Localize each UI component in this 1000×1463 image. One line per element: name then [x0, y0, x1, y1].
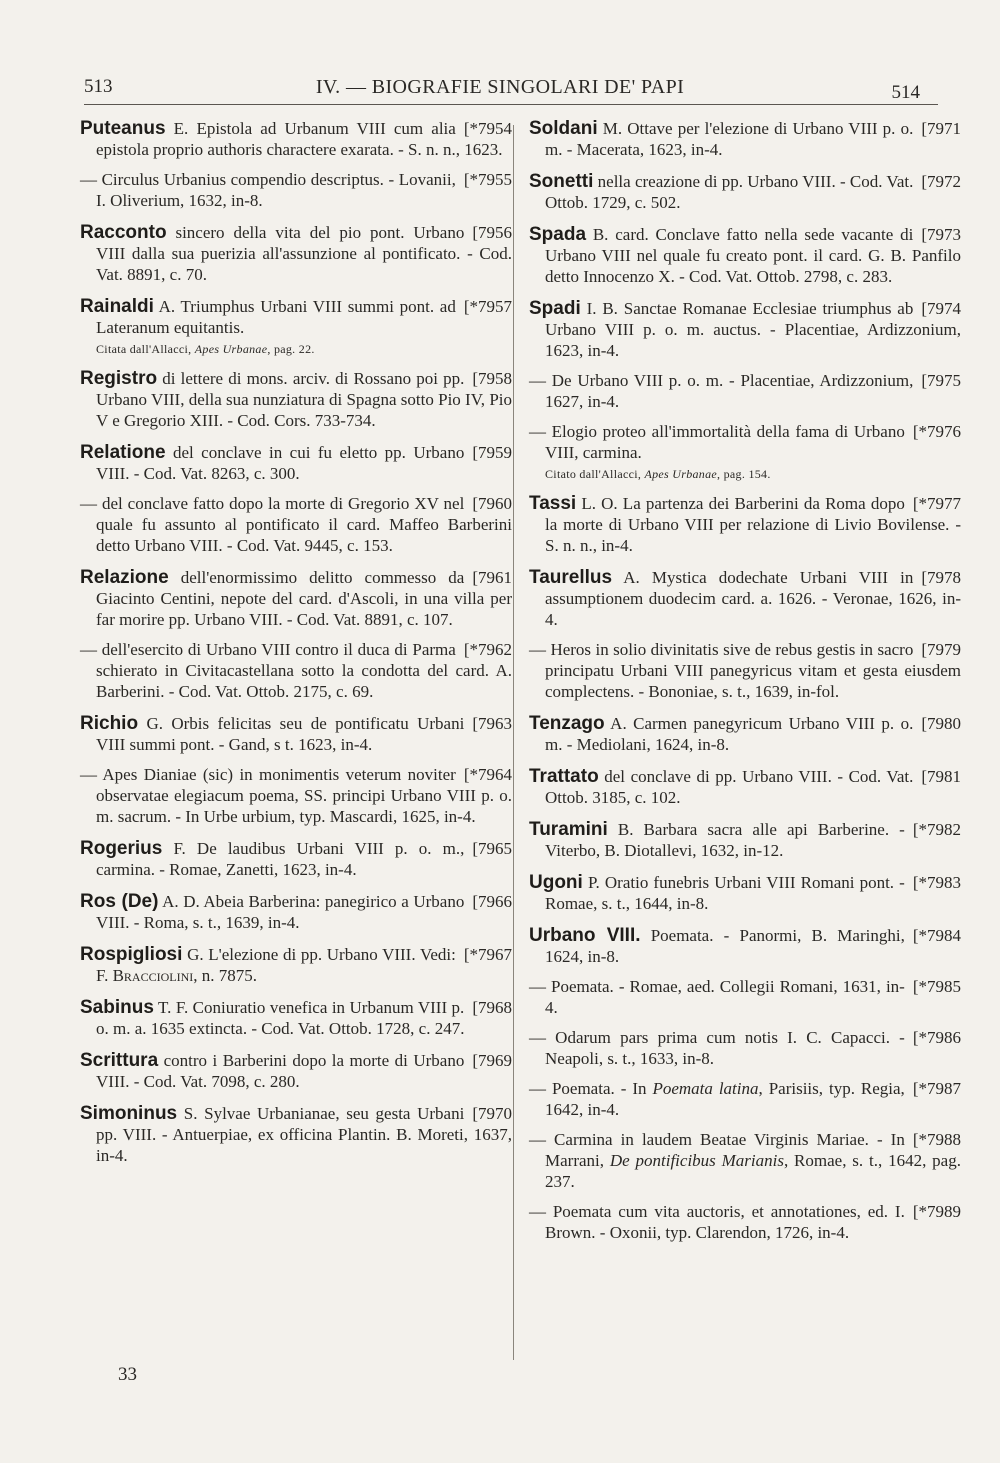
entry-author: Taurellus [529, 567, 613, 588]
bibliography-entry [80, 222, 512, 285]
entry-author: Rospigliosi [80, 944, 183, 965]
bibliography-entry [529, 925, 961, 967]
entry-text: A. Carmen panegyricum Urbano VIII p. o. m. - Mediolani, 1624, in-8. [545, 714, 914, 754]
entry-author: Richio [80, 713, 139, 734]
entry-text: dell'enormissimo delitto commesso da Giacinto Centini, nepote del card. d'Ascoli, in una villa per far morire pp. Urbano VIII. - Cod. Vat. 8891, c. 107. [96, 568, 512, 629]
entry-number: [7970 [472, 1104, 512, 1123]
bibliography-entry [80, 1050, 512, 1092]
entry-citation [545, 466, 961, 482]
entry-text: I. B. Sanctae Romanae Ecclesiae triumphus ab Urbano VIII p. o. m. auctus. - Placentiae, Ardizzonium, 1623, in-4. [545, 299, 961, 360]
entry-text: A. D. Abeia Barberina: panegirico a Urbano VIII. - Roma, s. t., 1639, in-4. [96, 892, 465, 932]
entry-text: di lettere di mons. arciv. di Rossano poi pp. Urbano VIII, della sua nunziatura di Spagna sotto Pio IV, Pio V e Gregorio XIII. - Cod. Cors. 733-734. [96, 369, 512, 430]
entry-text: M. Ottave per l'elezione di Urbano VIII p. o. m. - Macerata, 1623, in-4. [545, 119, 914, 159]
bibliography-entry [529, 118, 961, 160]
entry-text: — dell'esercito di Urbano VIII contro il duca di Parma schierato in Civitacastellana sotto la condotta del card. A. Barberini. - Cod. Vat. Ottob. 2175, c. 69. [80, 640, 512, 701]
entry-text: — Odarum pars prima cum notis I. C. Capacci. - Neapoli, s. t., 1633, in-8. [529, 1028, 905, 1068]
bibliography-entry [529, 872, 961, 914]
entry-number: [*7957 [463, 297, 512, 316]
entry-number: [*7983 [912, 873, 961, 892]
entry-text: L. O. La partenza dei Barberini da Roma dopo la morte di Urbano VIII per relazione di Livio Bovilense. - S. n. n., in-4. [545, 494, 961, 555]
entry-author: Relazione [80, 567, 169, 588]
entry-number: [7959 [472, 443, 512, 462]
citation-title: Apes Urbanae [194, 342, 268, 356]
entry-text: S. Sylvae Urbanianae, seu gesta Urbani pp. VIII. - Antuerpiae, ex officina Plantin. B. Moreti, 1637, in-4. [96, 1104, 512, 1165]
bibliography-entry [529, 1078, 961, 1120]
entry-author: Ugoni [529, 872, 583, 893]
entry-text: sincero della vita del pio pont. Urbano VIII dalla sua puerizia all'assunzione al pontificato. - Cod. Vat. 8891, c. 70. [96, 223, 512, 284]
entry-author: Soldani [529, 118, 598, 139]
entry-text: — Carmina in laudem Beatae Virginis Mariae. - In Marrani, [529, 1130, 905, 1170]
entry-text: F. De laudibus Urbani VIII p. o. m., carmina. - Romae, Zanetti, 1623, in-4. [96, 839, 465, 879]
entry-author: Turamini [529, 819, 608, 840]
bibliography-entry [529, 976, 961, 1018]
entry-citation [96, 341, 512, 357]
entry-number: [7980 [921, 714, 961, 733]
entry-text-italic: Poemata latina [652, 1079, 759, 1098]
running-title: IV. — BIOGRAFIE SINGOLARI DE' PAPI [315, 76, 685, 98]
bibliography-entry [80, 368, 512, 431]
citation-title: Apes Urbanae [644, 467, 718, 481]
entry-text: E. Epistola ad Urbanum VIII cum alia epistola proprio authoris charactere exarata. - S. n. n., 1623. [96, 119, 503, 159]
signature-mark: 33 [118, 1364, 137, 1385]
bibliography-entry [80, 567, 512, 630]
column-divider [513, 125, 514, 1360]
entry-number: [7981 [921, 767, 961, 786]
entry-number: [7973 [921, 225, 961, 244]
entry-author: Rogerius [80, 838, 163, 859]
entry-number: [*7982 [912, 820, 961, 839]
bibliography-entry [529, 493, 961, 556]
bibliography-entry [529, 819, 961, 861]
bibliography-entry [529, 370, 961, 412]
entry-author: Tassi [529, 493, 577, 514]
entry-text: B. Barbara sacra alle api Barberine. - Viterbo, B. Diotallevi, 1632, in-12. [545, 820, 905, 860]
entry-text: T. F. Coniuratio venefica in Urbanum VIII p. o. m. a. 1635 extincta. - Cod. Vat. Ottob. 1728, c. 247. [96, 998, 465, 1038]
entry-text: — Poemata cum vita auctoris, et annotationes, ed. I. Brown. - Oxonii, typ. Clarendon, 1726, in-4. [529, 1202, 905, 1242]
entry-number: [7979 [921, 640, 961, 659]
entry-number: [7956 [472, 223, 512, 242]
entry-number: [7969 [472, 1051, 512, 1070]
entry-number: [*7988 [912, 1130, 961, 1149]
entry-number: [*7962 [463, 640, 512, 659]
bibliography-entry [529, 171, 961, 213]
entry-author: Registro [80, 368, 158, 389]
bibliography-entry [529, 421, 961, 482]
entry-author: Sonetti [529, 171, 594, 192]
entry-author: Sabinus [80, 997, 154, 1018]
bibliography-entry [80, 118, 512, 160]
bibliography-entry [80, 891, 512, 933]
entry-author: Rainaldi [80, 296, 154, 317]
bibliography-entry [529, 567, 961, 630]
citation-text: Citato dall'Allacci, [545, 467, 645, 481]
entry-number: [*7964 [463, 765, 512, 784]
entry-number: [*7989 [912, 1202, 961, 1221]
entry-text: del conclave di pp. Urbano VIII. - Cod. Vat. Ottob. 3185, c. 102. [545, 767, 914, 807]
entry-number: [*7976 [912, 422, 961, 441]
citation-page: , pag. 22. [267, 342, 315, 356]
entry-text: G. L'elezione di pp. Urbano VIII. Vedi: F. [96, 945, 456, 985]
entry-author: Scrittura [80, 1050, 159, 1071]
entry-number: [*7986 [912, 1028, 961, 1047]
entry-text: A. Mystica dodechate Urbani VIII in assumptionem duodecim card. a. 1626. - Veronae, 1626, in-4. [545, 568, 961, 629]
entry-author: Puteanus [80, 118, 166, 139]
entry-text-tail: , n. 7875. [193, 966, 258, 985]
entry-number: [*7954 [463, 119, 512, 138]
entry-number: [7974 [921, 299, 961, 318]
entry-author: Tenzago [529, 713, 605, 734]
entry-text: P. Oratio funebris Urbani VIII Romani pont. - Romae, s. t., 1644, in-8. [545, 873, 905, 913]
bibliography-entry [529, 639, 961, 702]
entry-text: — Apes Dianiae (sic) in monimentis veterum noviter observatae elegiacum poema, SS. principi Urbano VIII p. o. m. sacrum. - In Urbe urbium, typ. Mascardi, 1625, in-4. [80, 765, 512, 826]
header-rule [84, 104, 938, 105]
entry-text-italic: De pontificibus Marianis [609, 1151, 784, 1170]
bibliography-entry [80, 713, 512, 755]
bibliography-entry [529, 766, 961, 808]
entry-text: nella creazione di pp. Urbano VIII. - Cod. Vat. Ottob. 1729, c. 502. [545, 172, 914, 212]
bibliography-entry [80, 838, 512, 880]
entry-text: G. Orbis felicitas seu de pontificatu Urbani VIII summi pont. - Gand, s t. 1623, in-4. [96, 714, 465, 754]
bibliography-entry [80, 997, 512, 1039]
running-header [0, 66, 1000, 106]
entry-text-tail: , Parisiis, typ. Regia, 1642, in-4. [545, 1079, 905, 1119]
entry-text-tail: , Romae, s. t., 1642, pag. 237. [545, 1151, 961, 1191]
right-column [529, 118, 961, 1254]
left-column [80, 118, 512, 1177]
bibliography-entry [80, 944, 512, 986]
bibliography-entry [529, 1129, 961, 1192]
entry-number: [*7984 [912, 926, 961, 945]
bibliography-entry [529, 224, 961, 287]
entry-text: del conclave in cui fu eletto pp. Urbano VIII. - Cod. Vat. 8263, c. 300. [96, 443, 465, 483]
entry-author: Relatione [80, 442, 166, 463]
entry-number: [7971 [921, 119, 961, 138]
entry-text: A. Triumphus Urbani VIII summi pont. ad Lateranum equitantis. [96, 297, 456, 337]
entry-text: — del conclave fatto dopo la morte di Gregorio XV nel quale fu assunto al pontificato il card. Maffeo Barberini detto Urbano VIII. - Cod. Vat. 9445, c. 153. [80, 494, 512, 555]
entry-number: [7958 [472, 369, 512, 388]
entry-text-smallcaps: Bracciolini [112, 966, 194, 985]
entry-number: [7966 [472, 892, 512, 911]
entry-text: — Poemata. - Romae, aed. Collegii Romani, 1631, in-4. [529, 977, 905, 1017]
entry-number: [7972 [921, 172, 961, 191]
entry-text: contro i Barberini dopo la morte di Urbano VIII. - Cod. Vat. 7098, c. 280. [96, 1051, 465, 1091]
entry-number: [7978 [921, 568, 961, 587]
page-number-left: 513 [84, 76, 113, 97]
entry-text: — Heros in solio divinitatis sive de rebus gestis in sacro principatu Urbani VIII panegyricus vitam et gesta eiusdem complectens. - Bononiae, s. t., 1639, in-fol. [529, 640, 961, 701]
entry-author: Spadi [529, 298, 581, 319]
entry-text: — Circulus Urbanius compendio descriptus. - Lovanii, I. Oliverium, 1632, in-8. [80, 170, 456, 210]
entry-number: [*7967 [463, 945, 512, 964]
entry-number: [*7977 [912, 494, 961, 513]
entry-number: [*7955 [463, 170, 512, 189]
bibliography-entry [80, 1103, 512, 1166]
page-number-right: 514 [891, 82, 920, 103]
entry-number: [7975 [921, 371, 961, 390]
bibliography-entry [529, 298, 961, 361]
entry-author: Urbano VIII. [529, 925, 641, 946]
bibliography-entry [529, 1027, 961, 1069]
citation-page: , pag. 154. [717, 467, 771, 481]
entry-author: Racconto [80, 222, 167, 243]
entry-number: [7965 [472, 839, 512, 858]
entry-number: [7961 [472, 568, 512, 587]
entry-author: Trattato [529, 766, 599, 787]
entry-number: [7963 [472, 714, 512, 733]
bibliography-entry [80, 296, 512, 357]
entry-author: Simoninus [80, 1103, 178, 1124]
entry-text: Poemata. - Panormi, B. Maringhi, 1624, in-8. [545, 926, 905, 966]
bibliography-entry [529, 1201, 961, 1243]
citation-text: Citata dall'Allacci, [96, 342, 195, 356]
bibliography-entry [80, 442, 512, 484]
entry-text: B. card. Conclave fatto nella sede vacante di Urbano VIII nel quale fu creato pont. il card. G. B. Panfilo detto Innocenzo X. - Cod. Vat. Ottob. 2798, c. 283. [545, 225, 961, 286]
entry-text: — De Urbano VIII p. o. m. - Placentiae, Ardizzonium, 1627, in-4. [529, 371, 914, 411]
entry-number: [*7987 [912, 1079, 961, 1098]
bibliography-entry [80, 639, 512, 702]
entry-author: Spada [529, 224, 587, 245]
bibliography-entry [80, 493, 512, 556]
bibliography-entry [80, 169, 512, 211]
entry-number: [*7985 [912, 977, 961, 996]
entry-text: — Poemata. - In [529, 1079, 653, 1098]
bibliography-entry [529, 713, 961, 755]
entry-number: [7968 [472, 998, 512, 1017]
entry-author: Ros (De) [80, 891, 159, 912]
entry-text: — Elogio proteo all'immortalità della fama di Urbano VIII, carmina. [529, 422, 905, 462]
bibliography-entry [80, 764, 512, 827]
entry-number: [7960 [472, 494, 512, 513]
